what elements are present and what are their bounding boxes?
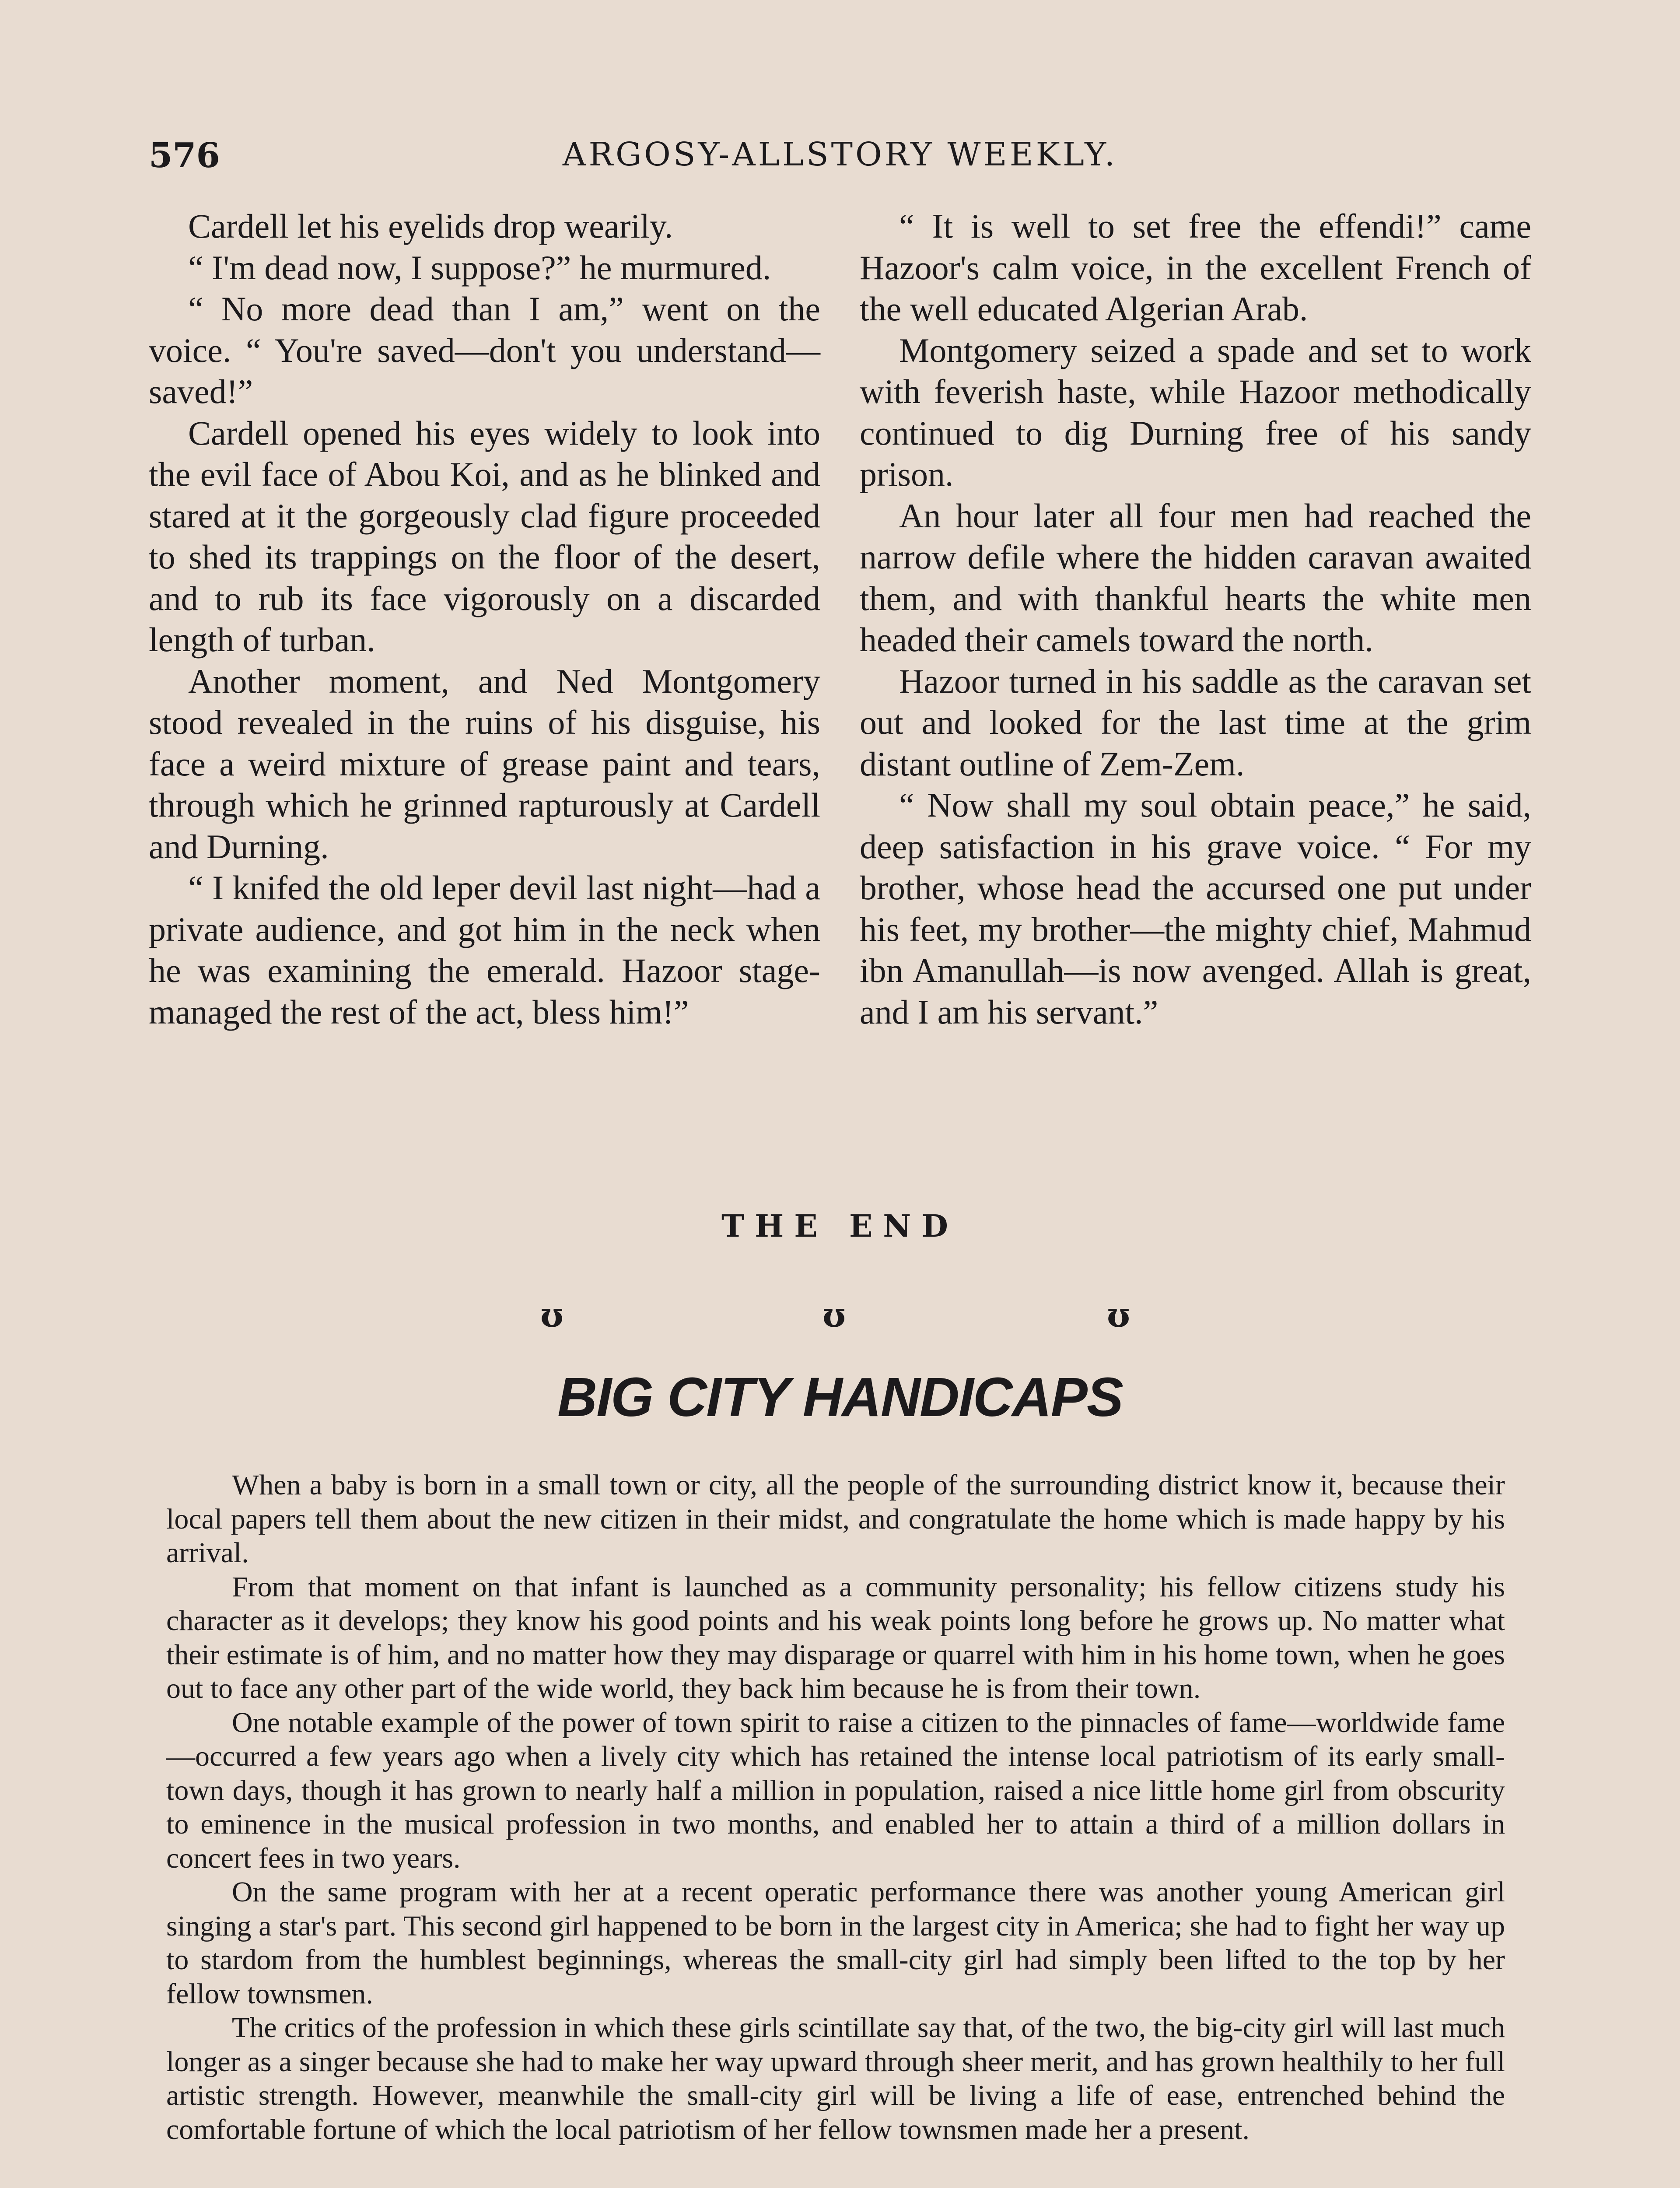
ornament-divider xyxy=(0,1295,1680,1339)
article-paragraph: The critics of the profession in which these girls scintillate say that, of the two, the big-city girl will last much longer as a singer because she had to make her way upward through sheer merit, and has grown healthily to her full artistic strength. However, meanwhile the small-city girl will be living a life of ease, entrenched behind the comfortable fortune of which the local patriotism of her fellow townsmen made her a present. xyxy=(166,2012,1505,2146)
left-column xyxy=(149,206,820,1033)
story-paragraph: “ No more dead than I am,” went on the voice. “ You're saved—don't you understand—saved!” xyxy=(149,290,820,410)
story-paragraph: Cardell opened his eyes widely to look into the evil face of Abou Koi, and as he blinked and stared at it the gorgeously clad figure proceeded to shed its trappings on the floor of the desert, and to rub its face vigorously on a discarded length of turban. xyxy=(149,414,820,659)
magazine-title: ARGOSY-ALLSTORY WEEKLY. xyxy=(562,136,1118,173)
article-paragraph: On the same program with her at a recent operatic performance there was another young American girl singing a star's part. This second girl happened to be born in the largest city in America; she had to fight her way up to stardom from the humblest beginnings, whereas the small-city girl had simply been lifted to the top by her fellow townsmen. xyxy=(166,1876,1505,2010)
ornament-icon: ʊ xyxy=(1107,1295,1130,1335)
story-paragraph: Montgomery seized a spade and set to work with feverish haste, while Hazoor methodically continued to dig Durning free of his sandy prison. xyxy=(860,331,1531,493)
story-paragraph: Hazoor turned in his saddle as the caravan set out and looked for the last time at the grim distant outline of Zem-Zem. xyxy=(860,662,1531,783)
article-paragraph: One notable example of the power of town spirit to raise a citizen to the pinnacles of fame—worldwide fame—occurred a few years ago when a lively city which has retained the intense local patriotism of its early small-town days, though it has grown to nearly half a million in population, raised a nice little home girl from obscurity to eminence in the musical profession in two months, and enabled her to attain a third of a million dollars in concert fees in two years. xyxy=(166,1706,1505,1874)
story-paragraph: “ It is well to set free the effendi!” came Hazoor's calm voice, in the excellent French of the well educated Algerian Arab. xyxy=(860,207,1531,328)
right-column xyxy=(860,206,1531,1033)
story-paragraph: “ I'm dead now, I suppose?” he murmured. xyxy=(188,248,771,287)
article-title: BIG CITY HANDICAPS xyxy=(557,1366,1123,1428)
article-paragraph: When a baby is born in a small town or city, all the people of the surrounding district know it, because their local papers tell them about the new citizen in their midst, and congratulate the home which is made happy by his arrival. xyxy=(166,1469,1505,1569)
running-header xyxy=(149,136,1531,184)
page-number: 576 xyxy=(149,136,220,175)
story-paragraph: An hour later all four men had reached the narrow defile where the hidden caravan awaited them, and with thankful hearts the white men headed their camels toward the north. xyxy=(860,496,1531,659)
story-paragraph: “ Now shall my soul obtain peace,” he said, deep satisfaction in his grave voice. “ For my brother, whose head the accursed one put under his feet, my brother—the mighty chief, Mahmud ibn Amanullah—is now avenged. Allah is great, and I am his servant.” xyxy=(860,786,1531,1031)
article-paragraph: From that moment on that infant is launched as a community personality; his fellow citizens study his character as it develops; they know his good points and his weak points long before he grows up. No matter what their estimate is of him, and no matter how they may disparage or quarrel with him in his home town, when he goes out to face any other part of the wide world, they back him because he is from their town. xyxy=(166,1571,1505,1704)
ornament-icon: ʊ xyxy=(540,1295,564,1335)
story-paragraph: Another moment, and Ned Montgomery stood revealed in the ruins of his disguise, his face a weird mixture of grease paint and tears, through which he grinned rapturously at Cardell and Durning. xyxy=(149,662,820,866)
article-body xyxy=(166,1468,1505,2146)
the-end-label: THE END xyxy=(721,1208,959,1244)
story-paragraph: Cardell let his eyelids drop wearily. xyxy=(188,207,673,245)
story-paragraph: “ I knifed the old leper devil last night—had a private audience, and got him in the neck when he was examining the emerald. Hazoor stage-managed the rest of the act, bless him!” xyxy=(149,869,820,1031)
ornament-icon: ʊ xyxy=(822,1295,846,1335)
story-columns xyxy=(149,206,1531,1212)
